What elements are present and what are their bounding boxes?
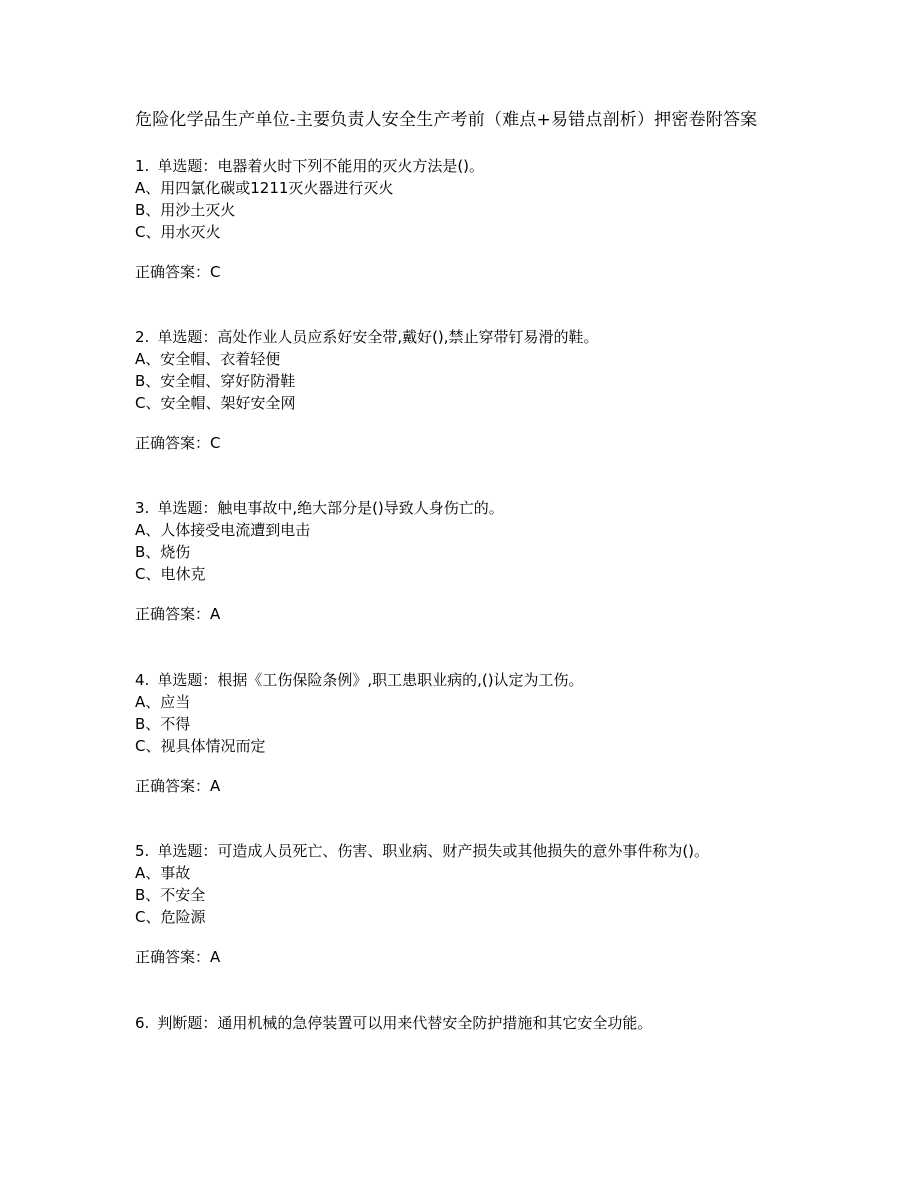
option-a: A、安全帽、衣着轻便 bbox=[135, 350, 281, 368]
question-stem bbox=[135, 669, 835, 691]
question-item bbox=[135, 155, 835, 283]
document-title: 危险化学品生产单位-主要负责人安全生产考前（难点+易错点剖析）押密卷附答案 bbox=[135, 110, 758, 130]
question-text: 单选题：可造成人员死亡、伤害、职业病、财产损失或其他损失的意外事件称为()。 bbox=[157, 842, 710, 860]
question-number: 4. bbox=[135, 671, 150, 689]
question-item bbox=[135, 497, 835, 625]
correct-answer: 正确答案：C bbox=[135, 434, 221, 452]
question-text: 单选题：高处作业人员应系好安全带,戴好(),禁止穿带钉易滑的鞋。 bbox=[157, 328, 599, 346]
option-c: C、用水灭火 bbox=[135, 223, 221, 241]
question-item bbox=[135, 326, 835, 454]
question-stem bbox=[135, 1012, 835, 1034]
option-b: B、烧伤 bbox=[135, 543, 191, 561]
option-c: C、电休克 bbox=[135, 565, 206, 583]
option-a: A、事故 bbox=[135, 864, 191, 882]
option-a: A、应当 bbox=[135, 693, 191, 711]
question-number: 2. bbox=[135, 328, 150, 346]
question-item bbox=[135, 669, 835, 797]
correct-answer: 正确答案：A bbox=[135, 605, 221, 623]
question-stem bbox=[135, 840, 835, 862]
option-a: A、用四氯化碳或1211灭火器进行灭火 bbox=[135, 179, 394, 197]
correct-answer: 正确答案：C bbox=[135, 263, 221, 281]
question-text: 单选题：触电事故中,绝大部分是()导致人身伤亡的。 bbox=[157, 499, 504, 517]
question-item bbox=[135, 840, 835, 968]
question-number: 5. bbox=[135, 842, 150, 860]
correct-answer: 正确答案：A bbox=[135, 777, 221, 795]
option-a: A、人体接受电流遭到电击 bbox=[135, 521, 311, 539]
option-b: B、不得 bbox=[135, 715, 191, 733]
question-item bbox=[135, 1012, 835, 1034]
question-stem bbox=[135, 326, 835, 348]
question-stem bbox=[135, 155, 835, 177]
option-c: C、危险源 bbox=[135, 908, 206, 926]
question-text: 单选题：电器着火时下列不能用的灭火方法是()。 bbox=[157, 157, 485, 175]
option-b: B、不安全 bbox=[135, 886, 206, 904]
option-c: C、安全帽、架好安全网 bbox=[135, 394, 296, 412]
correct-answer: 正确答案：A bbox=[135, 948, 221, 966]
question-number: 3. bbox=[135, 499, 150, 517]
question-text: 单选题：根据《工伤保险条例》,职工患职业病的,()认定为工伤。 bbox=[157, 671, 584, 689]
option-b: B、安全帽、穿好防滑鞋 bbox=[135, 372, 296, 390]
question-number: 6. bbox=[135, 1014, 150, 1032]
question-stem bbox=[135, 497, 835, 519]
question-number: 1. bbox=[135, 157, 150, 175]
option-b: B、用沙土灭火 bbox=[135, 201, 236, 219]
option-c: C、视具体情况而定 bbox=[135, 737, 266, 755]
question-text: 判断题：通用机械的急停装置可以用来代替安全防护措施和其它安全功能。 bbox=[157, 1014, 653, 1032]
